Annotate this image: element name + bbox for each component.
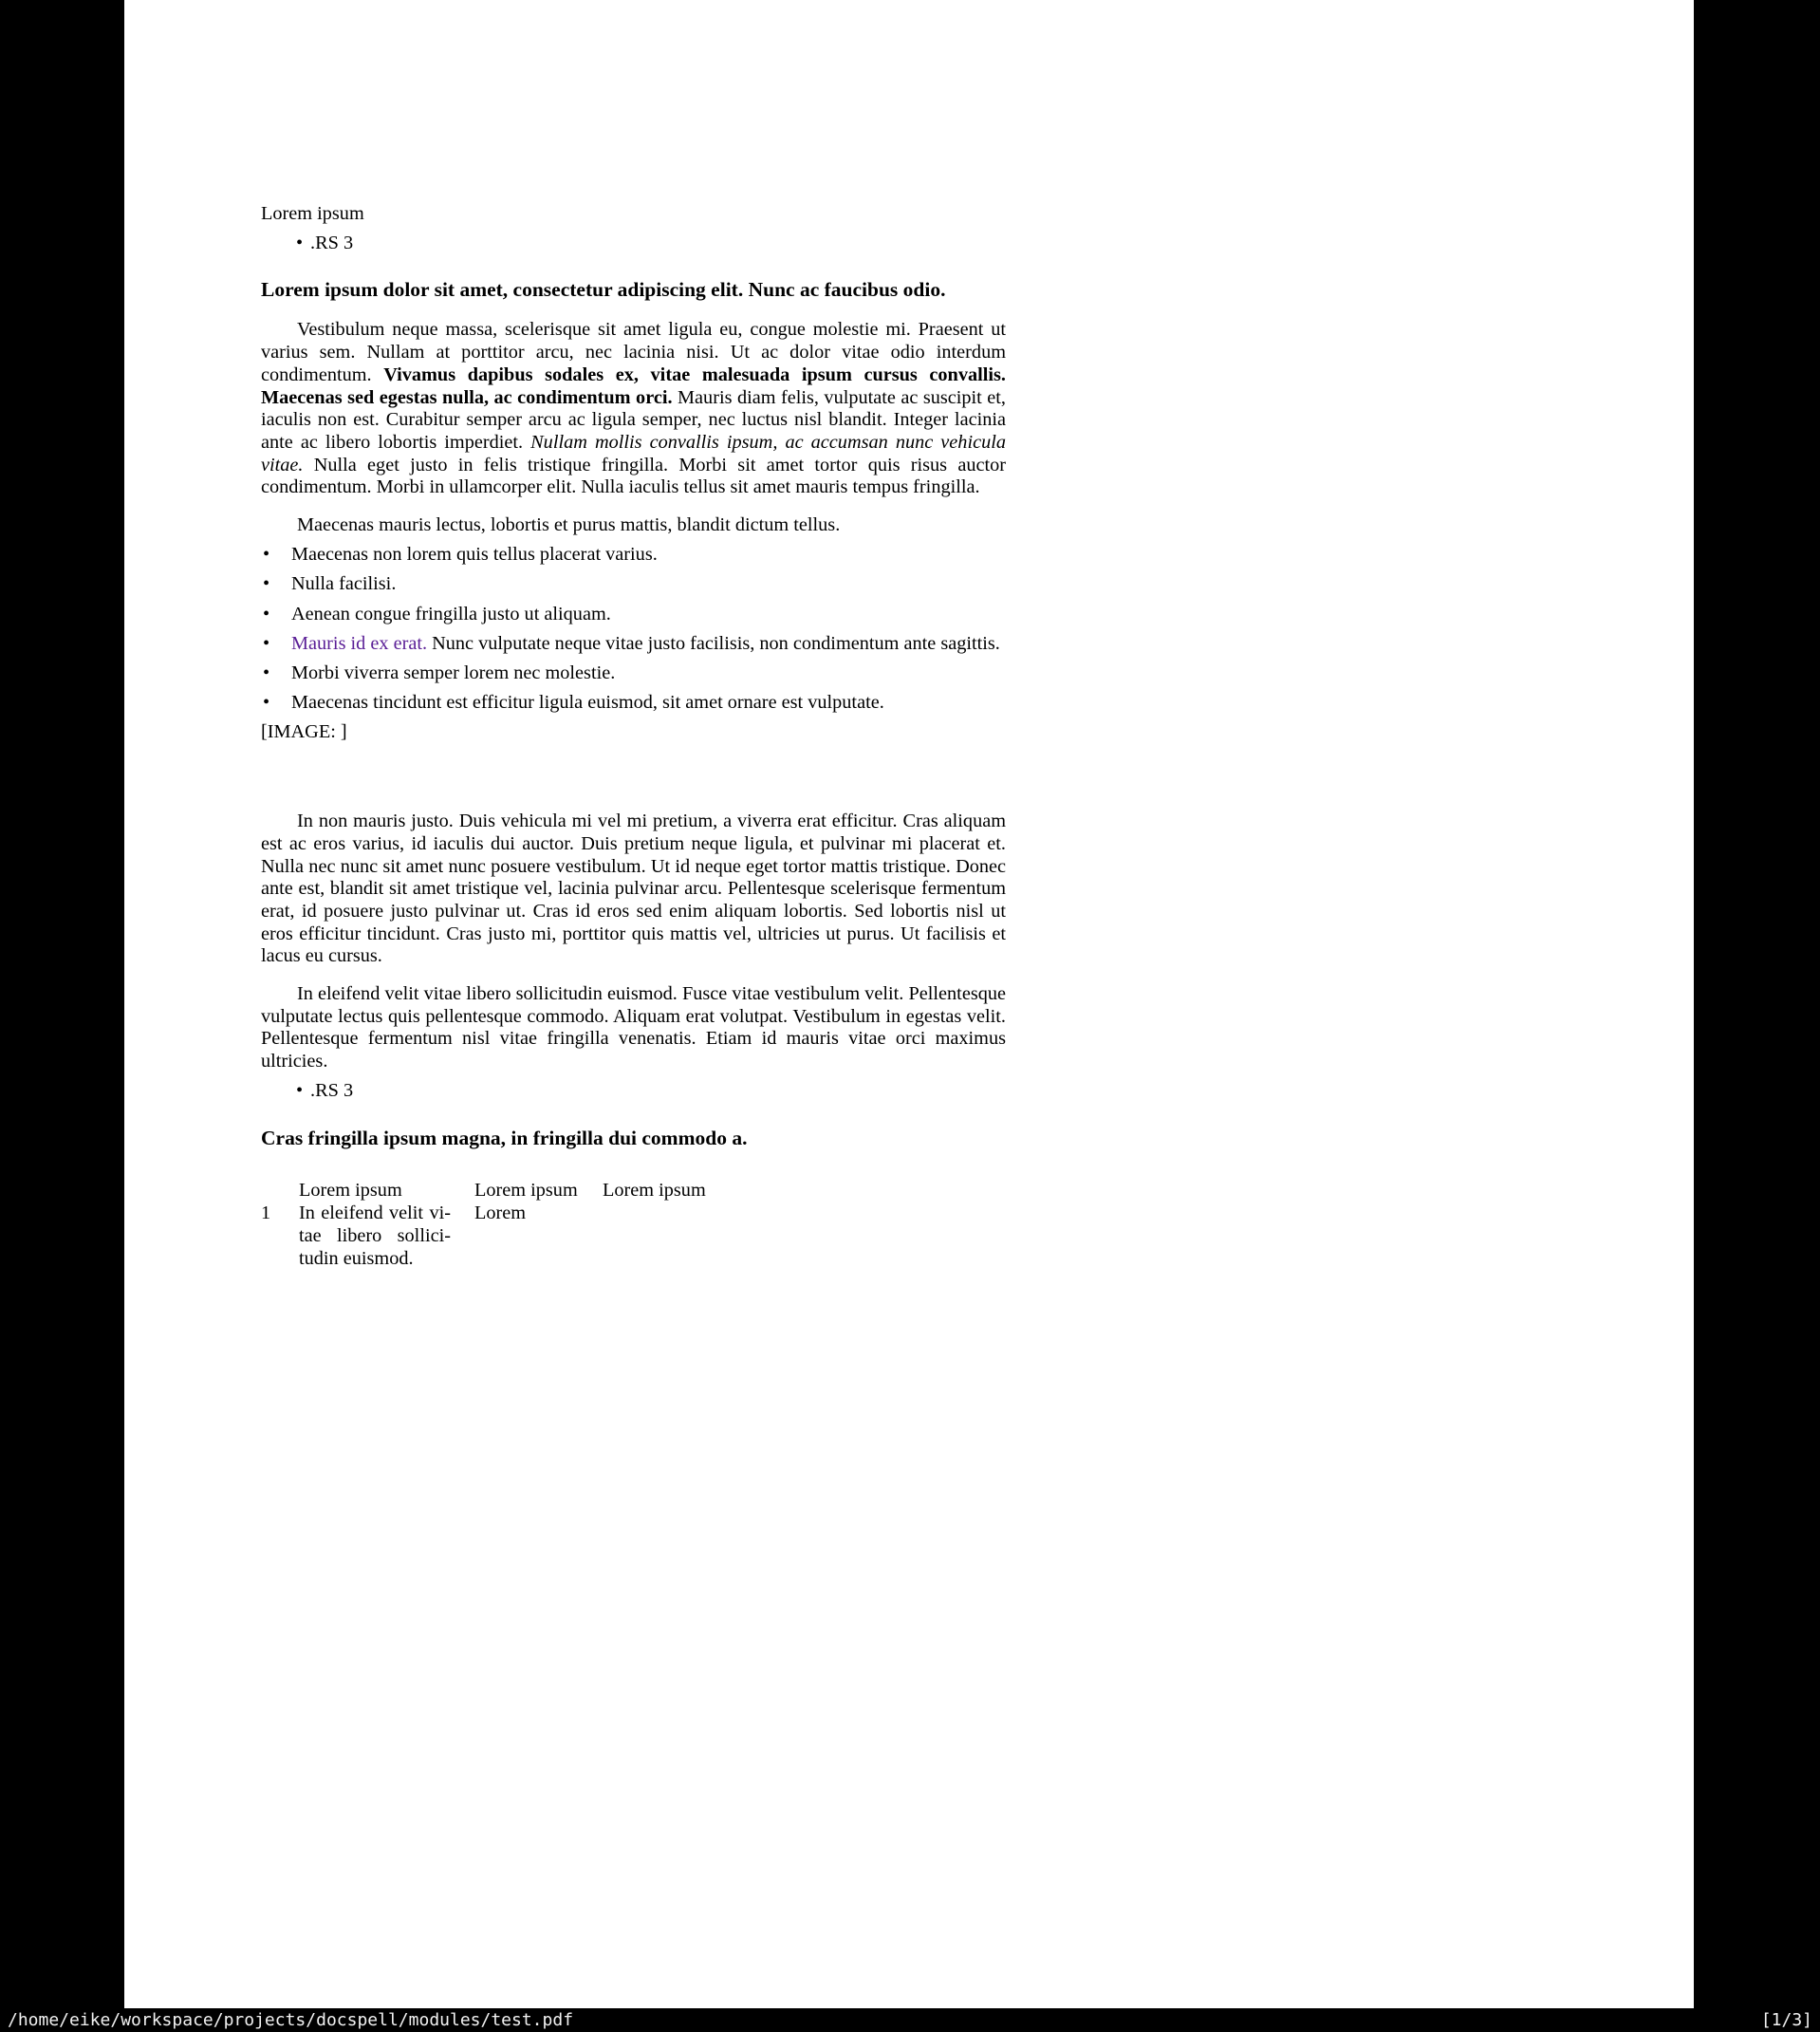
list-item	[261, 662, 1006, 685]
statusbar-page-indicator: [1/3]	[1760, 2010, 1812, 2030]
list-item-text: Maecenas tincidunt est efficitur ligula euismod, sit amet ornare est vulputate.	[291, 692, 884, 714]
list-item	[261, 692, 1006, 715]
list-item-text: Morbi viverra semper lorem nec molestie.	[291, 662, 616, 684]
paragraph-4: In eleifend velit vitae libero sollicitudin euismod. Fusce vitae vestibulum velit. Pellentesque vulputate lectus quis pellentesque commodo. Aliquam erat volutpat. Vestibulum in egestas velit. Pellentesque fermentum nisl vitae fringilla venenatis. Etiam id mauris vitae orci maximus ultricies.	[261, 983, 1006, 1072]
bullet-marker: •	[263, 603, 270, 625]
table-cell: Lorem	[474, 1202, 527, 1223]
rs-bullet-2-text: .RS 3	[310, 1079, 354, 1101]
data-table	[261, 1179, 1006, 1271]
paragraph-1-seg-bold: Vivamus dapibus sodales ex, vitae malesuada ipsum cursus convallis. Maecenas sed egestas nulla, ac condimentum orci.	[261, 364, 1006, 408]
table-cell	[603, 1202, 1006, 1271]
list-item-text: Nunc vulputate neque vitae justo facilisis, non condimentum ante sagittis.	[427, 632, 1000, 654]
bullet-marker: •	[263, 692, 270, 714]
list-item	[261, 573, 1006, 596]
list-item-link[interactable]: Mauris id ex erat.	[291, 632, 428, 654]
table-header-cell-empty	[261, 1179, 299, 1202]
table-header-cell: Lorem ipsum	[603, 1179, 706, 1201]
intro-label: Lorem ipsum	[261, 203, 364, 224]
paragraph-2: Maecenas mauris lectus, lobortis et purus mattis, blandit dictum tellus.	[297, 514, 841, 536]
pdf-page[interactable]	[124, 0, 1694, 2008]
list-item-text: Nulla facilisi.	[291, 573, 397, 595]
row-number-cell: 1	[261, 1202, 271, 1223]
list-item	[261, 633, 1006, 656]
statusbar-file-path: /home/eike/workspace/projects/docspell/modules/test.pdf	[8, 2010, 574, 2030]
document-content	[261, 0, 1006, 1270]
list-item	[261, 604, 1006, 626]
paragraph-1-seg-italic: Nullam mollis convallis ipsum, ac accumsan nunc vehicula vitae.	[261, 431, 1007, 475]
table-cell: In eleifend velit vitae libero sollicitudin euismod.	[299, 1202, 451, 1270]
bullet-list	[261, 544, 1006, 715]
table-header-cell: Lorem ipsum	[299, 1179, 402, 1201]
section-heading-2: Cras fringilla ipsum magna, in fringilla dui commodo a.	[261, 1126, 748, 1149]
bullet-marker: •	[263, 662, 270, 684]
paragraph-1-seg-0: Vestibulum neque massa, scelerisque sit amet ligula eu, congue molestie mi. Praesent ut varius sem. Nullam at porttitor arcu, nec lacinia nisi. Ut ac dolor vitae odio interdum condimentum.	[261, 319, 1006, 385]
rs-bullet-1	[261, 233, 1006, 255]
bullet-marker: •	[296, 232, 304, 253]
bullet-marker: •	[263, 573, 270, 595]
image-area-spacer	[261, 744, 1006, 811]
image-placeholder-label: [IMAGE: ]	[261, 721, 347, 743]
table-header-row	[261, 1179, 1006, 1202]
table-header-cell: Lorem ipsum	[474, 1179, 578, 1201]
bullet-marker: •	[263, 544, 270, 566]
list-item-text: Aenean congue fringilla justo ut aliquam.	[291, 603, 611, 625]
list-item-text: Maecenas non lorem quis tellus placerat varius.	[291, 544, 658, 566]
list-item	[261, 544, 1006, 567]
bullet-marker: •	[263, 632, 270, 654]
paragraph-1	[261, 319, 1006, 499]
paragraph-1-seg-2: Mauris diam felis, vulputate ac suscipit et, iaculis non est. Curabitur semper arcu ac ligula semper, nec luctus nisl blandit. Integer lacinia ante ac libero lobortis imperdiet.	[261, 386, 1007, 453]
statusbar	[0, 2008, 1820, 2032]
rs-bullet-1-text: .RS 3	[310, 232, 354, 253]
bullet-marker: •	[296, 1079, 304, 1101]
paragraph-3: In non mauris justo. Duis vehicula mi vel mi pretium, a viverra erat efficitur. Cras aliquam est ac eros varius, id iaculis dui auctor. Duis pretium neque ligula, et pulvinar mi placerat et. Nulla nec nunc sit amet nunc posuere vestibulum. Ut id neque eget tortor mattis tristique. Donec ante est, blandit sit amet tristique vel, lacinia pulvinar arcu. Pellentesque scelerisque fermentum erat, id posuere justo pulvinar ut. Cras id eros sed enim aliquam lobortis. Sed lobortis nisl ut eros efficitur tincidunt. Cras justo mi, porttitor quis mattis vel, ultricies ut purus. Ut facilisis et lacus eu cursus.	[261, 811, 1006, 967]
rs-bullet-2	[261, 1080, 1006, 1103]
section-heading-1: Lorem ipsum dolor sit amet, consectetur adipiscing elit. Nunc ac faucibus odio.	[261, 278, 946, 302]
paragraph-1-seg-4: Nulla eget justo in felis tristique fringilla. Morbi sit amet tortor quis risus auctor condimentum. Morbi in ullamcorper elit. Nulla iaculis tellus sit amet mauris tempus fringilla.	[261, 454, 1006, 498]
table-row	[261, 1202, 1006, 1271]
